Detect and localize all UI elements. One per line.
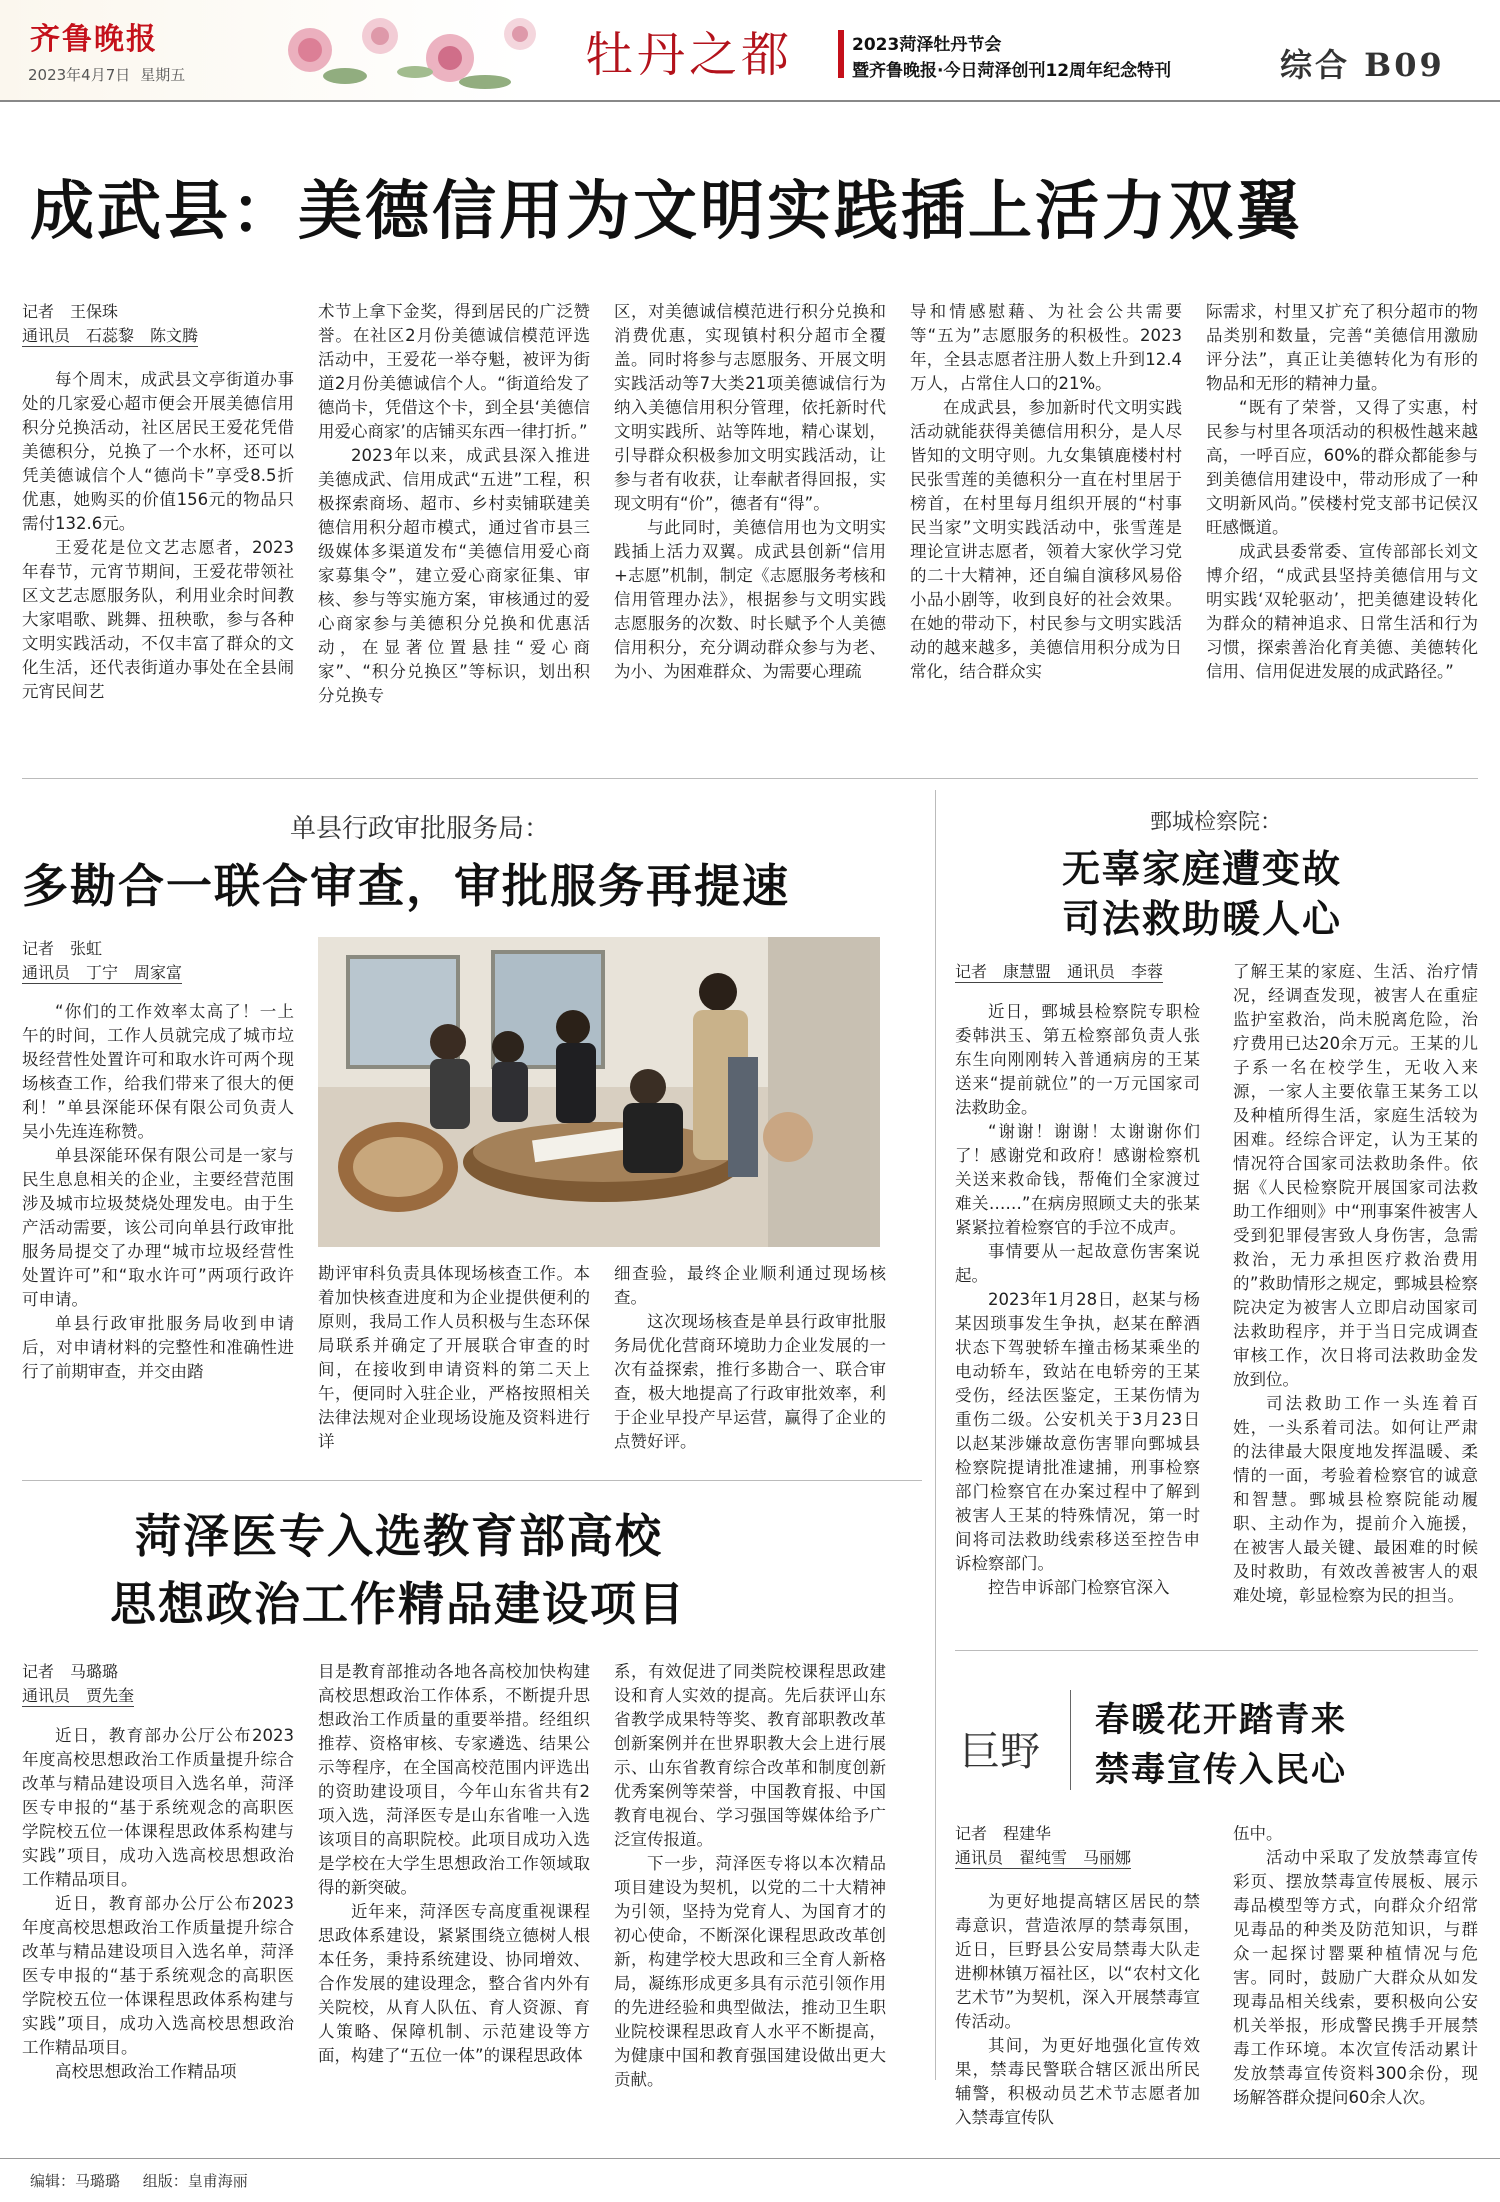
section-divider [955,1650,1478,1651]
peony-decoration-icon [270,6,570,92]
article3-byline-text: 记者 康慧盟 通讯员 李蓉 [955,962,1164,981]
page-footer [30,2170,266,2191]
article4-paragraph: 高校思想政治工作精品项 [55,2062,237,2081]
article5-paragraph: 伍中。 [1233,1824,1283,1843]
article2-headline: 多勘合一联合审查，审批服务再提速 [22,859,790,913]
article4-column-2 [318,1660,590,2148]
designer-credit: 组版：皇甫海丽 [142,2172,248,2190]
dateline [28,64,195,85]
article4-paragraph: 近日，教育部办公厅公布2023年度高校思想政治工作质量提升综合改革与精品建设项目入选名单，菏泽医专申报的“基于系统观念的高职医学院校五位一体课程思政体系构建与实践”项目，成功入选高校思想政治工作精品项目。 [22,1726,294,1889]
article4-paragraph: 系，有效促进了同类院校课程思政建设和育人实效的提高。先后获评山东省教学成果特等奖、教育部职教改革创新案例并在世界职教大会上进行展示、山东省教育综合改革和制度创新优秀案例等荣誉，中国教育报、中国教育电视台、学习强国等媒体给予广泛宣传报道。 [614,1662,886,1849]
festival-line-2: 暨齐鲁晚报·今日菏泽创刊12周年纪念特刊 [852,61,1172,81]
article5-column-2 [1233,1822,1478,2148]
article1-headline: 成武县：美德信用为文明实践插上活力双翼 [30,174,1303,249]
article1-byline [22,300,198,348]
section-divider [22,1480,922,1481]
article4-headline-line-2: 思想政治工作精品建设项目 [110,1577,686,1631]
editor-credit: 编辑：马璐璐 [30,2172,121,2190]
article2-column-2 [318,1262,590,1470]
article1-paragraph: 导和情感慰藉、为社会公共需要等“五为”志愿服务的积极性。2023年，全县志愿者注册人数上升到12.4万人，占常住人口的21%。 [910,302,1182,393]
review-meeting-photo-icon [318,937,880,1247]
article1-column-5 [1206,300,1478,730]
article5-paragraph: 活动中采取了发放禁毒宣传彩页、摆放禁毒宣传展板、展示毒品模型等方式，向群众介绍常见毒品的种类及防范知识，与群众一起探讨罂粟种植情况与危害。同时，鼓励广大群众从如发现毒品相关线索，要积极向公安机关举报，形成警民携手开展禁毒工作环境。本次宣传活动累计发放禁毒宣传资料300余份，现场解答群众提问60余人次。 [1233,1848,1478,2107]
column-divider [935,790,936,2080]
article5-headline-line-2: 禁毒宣传入民心 [1095,1750,1347,1790]
issue-date: 2023年4月7日 [28,66,131,84]
article1-column-1 [22,368,294,730]
masthead-rule [0,100,1500,102]
article1-paragraph: 每个周末，成武县文亭街道办事处的几家爱心超市便会开展美德信用积分兑换活动，社区居民王爱花凭借美德积分，兑换了一个水杯，还可以凭美德诚信个人“德尚卡”享受8.5折优惠，她购买的价值156元的物品只需付132.6元。 [22,370,294,533]
article4-byline [22,1660,134,1708]
article2-paragraph: 勘评审科负责具体现场核查工作。本着加快核查进度和为企业提供便利的原则，我局工作人员积极与生态环保局联系并确定了开展联合审查的时间，在接收到申请资料的第二天上午，便同时入驻企业，严格按照相关法律法规对企业现场设施及资料进行详 [318,1264,590,1451]
page-label: 综合 B09 [1280,46,1445,84]
article1-column-2 [318,300,590,730]
article3-byline [955,960,1163,984]
article3-paragraph: “谢谢！谢谢！太谢谢你们了！感谢党和政府！感谢检察机关送来救命钱，帮俺们全家渡过难关……”在病房照顾丈夫的张某紧紧拉着检察官的手泣不成声。 [955,1122,1200,1237]
section-title: 牡丹之都 [585,27,794,83]
kicker-divider [1070,1690,1071,1790]
article2-column-3 [614,1262,886,1470]
festival-line-1: 2023菏泽牡丹节会 [852,35,1002,55]
article5-correspondent: 通讯员 翟纯雪 马丽娜 [955,1848,1132,1867]
article1-paragraph: 王爱花是位文艺志愿者，2023年春节，元宵节期间，王爱花带领社区文艺志愿服务队，利用业余时间教大家唱歌、跳舞、扭秧歌，参与各种文明实践活动，不仅丰富了群众的文化生活，还代表街道办事处在全县闹元宵民间艺 [22,538,294,701]
article2-paragraph: 单县深能环保有限公司是一家与民生息息相关的企业，主要经营范围涉及城市垃圾焚烧处理发电。由于生产活动需要，该公司向单县行政审批服务局提交了办理“城市垃圾经营性处置许可”和“取水许可”两项行政许可申请。 [22,1146,294,1309]
article5-byline [955,1822,1131,1870]
article5-kicker: 巨野 [960,1729,1040,1775]
article1-column-4 [910,300,1182,730]
article1-paragraph: “既有了荣誉，又得了实惠，村民参与村里各项活动的积极性越来越高，一呼百应，60%的群众都能参与到美德信用建设中，带动形成了一种文明新风尚。”侯楼村党支部书记侯汉旺感慨道。 [1206,398,1478,537]
article3-column-1 [955,1000,1200,2040]
article3-paragraph: 司法救助工作一头连着百姓，一头系着司法。如何让严肃的法律最大限度地发挥温暖、柔情的一面，考验着检察官的诚意和智慧。鄄城县检察院能动履职、主动作为，提前介入施援，在被害人最关键、最困难的时候及时救助，有效改善被害人的艰难处境，彰显检察为民的担当。 [1233,1394,1478,1605]
footer-rule [0,2158,1500,2159]
section-divider [22,778,1478,779]
article1-paragraph: 区，对美德诚信模范进行积分兑换和消费优惠，实现镇村积分超市全覆盖。同时将参与志愿服务、开展文明实践活动等7大类21项美德诚信行为纳入美德信用积分管理，依托新时代文明实践所、站等阵地，精心谋划，引导群众积极参加文明实践活动，让参与者有收获，让奉献者得回报，实现文明有“价”，德者有“得”。 [614,302,886,513]
article5-headline-line-1: 春暖花开踏青来 [1095,1700,1347,1740]
article4-reporter: 记者 马璐璐 [22,1662,119,1681]
article4-correspondent: 通讯员 贾先奎 [22,1686,135,1705]
article3-paragraph: 近日，鄄城县检察院专职检委韩洪玉、第五检察部负责人张东生向刚刚转入普通病房的王某送来“提前就位”的一万元国家司法救助金。 [955,1002,1200,1117]
article4-paragraph: 目是教育部推动各地各高校加快构建高校思想政治工作体系，不断提升思想政治工作质量的重要举措。经组织推荐、资格审核、专家遴选、结果公示等程序，在全国高校范围内评选出的资助建设项目，今年山东省共有2项入选，菏泽医专是山东省唯一入选该项目的高职院校。此项目成功入选是学校在大学生思想政治工作领域取得的新突破。 [318,1662,590,1897]
article1-reporter: 记者 王保珠 [22,302,119,321]
festival-marker [838,30,844,78]
article1-correspondent: 通讯员 石蕊黎 陈文腾 [22,326,199,345]
article5-reporter: 记者 程建华 [955,1824,1052,1843]
article1-paragraph: 2023年以来，成武县深入推进美德成武、信用成武“五进”工程，积极探索商场、超市、乡村卖铺联建美德信用积分超市模式，通过省市县三级媒体多渠道发布“美德信用爱心商家募集令”，建立爱心商家征集、审核、参与等实施方案，审核通过的爱心商家参与美德积分兑换和优惠活动，在显著位置悬挂“爱心商家”、“积分兑换区”等标识，划出积分兑换专 [318,446,590,705]
article4-headline-line-1: 菏泽医专入选教育部高校 [135,1509,663,1563]
article2-paragraph: 这次现场核查是单县行政审批服务局优化营商环境助力企业发展的一次有益探索，推行多勘合一、联合审查，极大地提高了行政审批效率，利于企业早投产早运营，赢得了企业的点赞好评。 [614,1312,886,1451]
newspaper-logo: 齐鲁晚报 [30,22,158,57]
article2-correspondent: 通讯员 丁宁 周家富 [22,963,183,982]
article4-paragraph: 近日，教育部办公厅公布2023年度高校思想政治工作质量提升综合改革与精品建设项目入选名单，菏泽医专申报的“基于系统观念的高职医学院校五位一体课程思政体系构建与实践”项目，成功入选高校思想政治工作精品项目。 [22,1894,294,2057]
article2-byline [22,937,182,985]
article2-paragraph: 单县行政审批服务局收到申请后，对申请材料的完整性和准确性进行了前期审查，并交由踏 [22,1314,294,1381]
article5-paragraph: 其间，为更好地强化宣传效果，禁毒民警联合辖区派出所民辅警，积极动员艺术节志愿者加入禁毒宣传队 [955,2036,1200,2127]
article2-reporter: 记者 张虹 [22,939,103,958]
article2-paragraph: 细查验，最终企业顺利通过现场核查。 [614,1264,886,1307]
article2-paragraph: “你们的工作效率太高了！一上午的时间，工作人员就完成了城市垃圾经营性处置许可和取水许可两个现场核查工作，给我们带来了很大的便利！”单县深能环保有限公司负责人吴小先连连称赞。 [22,1002,294,1141]
article3-paragraph: 事情要从一起故意伤害案说起。 [955,1242,1200,1285]
article3-headline-line-1: 无辜家庭遭变故 [1062,846,1343,891]
article5-column-1 [955,1890,1200,2148]
article3-paragraph: 了解王某的家庭、生活、治疗情况，经调查发现，被害人在重症监护室救治，尚未脱离危险，治疗费用已达20余万元。王某的儿子系一名在校学生，无收入来源，一家人主要依靠王某务工以及种植所得生活，家庭生活较为困难。经综合评定，认为王某的情况符合国家司法救助条件。依据《人民检察院开展国家司法救助工作细则》中“刑事案件被害人受到犯罪侵害致人身伤害，急需救治，无力承担医疗救治费用的”救助情形之规定，鄄城县检察院决定为被害人立即启动国家司法救助程序，并于当日完成调查审核工作，次日将司法救助金发放到位。 [1233,962,1478,1389]
article1-paragraph: 与此同时，美德信用也为文明实践插上活力双翼。成武县创新“信用+志愿”机制，制定《志愿服务考核和信用管理办法》，根据参与文明实践志愿服务的次数、时长赋予个人美德信用积分，充分调动群众参与为老、为小、为困难群众、为需要心理疏 [614,518,886,681]
article1-paragraph: 术节上拿下金奖，得到居民的广泛赞誉。在社区2月份美德诚信模范评选活动中，王爱花一举夺魁，被评为街道2月份美德诚信个人。“街道给发了德尚卡，凭借这个卡，到全县‘美德信用爱心商家’的店铺买东西一律打折。” [318,302,590,441]
article2-column-1 [22,1000,294,1470]
article3-kicker: 鄄城检察院： [1150,810,1283,835]
article1-paragraph: 成武县委常委、宣传部部长刘文博介绍，“成武县坚持美德信用与文明实践‘双轮驱动’，把美德建设转化为群众的精神追求、日常生活和行为习惯，探索善治化育美德、美德转化信用、信用促进发展的成武路径。” [1206,542,1478,681]
article1-paragraph: 在成武县，参加新时代文明实践活动就能获得美德信用积分，是人尽皆知的文明守则。九女集镇鹿楼村村民张雪莲的美德积分一直在村里居于榜首，在村里每月组织开展的“村事民当家”文明实践活动中，张雪莲是理论宣讲志愿者，领着大家伙学习党的二十大精神，还自编自演移风易俗小品小剧等，收到良好的社会效果。在她的带动下，村民参与文明实践活动的越来越多，美德信用积分成为日常化，结合群众实 [910,398,1182,681]
article3-paragraph: 2023年1月28日，赵某与杨某因琐事发生争执，赵某在醉酒状态下驾驶轿车撞击杨某乘坐的电动轿车，致站在电轿旁的王某受伤，经法医鉴定，王某伤情为重伤二级。公安机关于3月23日以赵某涉嫌故意伤害罪向鄄城县检察院提请批准逮捕，刑事检察部门检察官在办案过程中了解到被害人王某的特殊情况，第一时间将司法救助线索移送至控告申诉检察部门。 [955,1290,1200,1573]
article3-headline-line-2: 司法救助暖人心 [1062,896,1343,941]
article3-paragraph: 控告申诉部门检察官深入 [988,1578,1170,1597]
article4-column-3 [614,1660,886,2148]
article2-kicker: 单县行政审批服务局： [290,814,551,844]
issue-weekday: 星期五 [140,66,186,84]
article1-column-3 [614,300,886,730]
article2-photo [318,937,880,1247]
article1-paragraph: 际需求，村里又扩充了积分超市的物品类别和数量，完善“美德信用激励评分法”，真正让美德转化为有形的物品和无形的精神力量。 [1206,302,1478,393]
article5-paragraph: 为更好地提高辖区居民的禁毒意识，营造浓厚的禁毒氛围，近日，巨野县公安局禁毒大队走进柳林镇万福社区，以“农村文化艺术节”为契机，深入开展禁毒宣传活动。 [955,1892,1200,2031]
article4-column-1 [22,1724,294,2148]
article4-paragraph: 近年来，菏泽医专高度重视课程思政体系建设，紧紧围绕立德树人根本任务，秉持系统建设、协同增效、合作发展的建设理念，整合省内外有关院校，从育人队伍、育人资源、育人策略、保障机制、示范建设等方面，构建了“五位一体”的课程思政体 [318,1902,590,2065]
article4-paragraph: 下一步，菏泽医专将以本次精品项目建设为契机，以党的二十大精神为引领，坚持为党育人、为国育才的初心使命，不断深化课程思政改革创新，构建学校大思政和三全育人新格局，凝练形成更多具有示范引领作用的先进经验和典型做法，推动卫生职业院校课程思政育人水平不断提高，为健康中国和教育强国建设做出更大贡献。 [614,1854,886,2089]
